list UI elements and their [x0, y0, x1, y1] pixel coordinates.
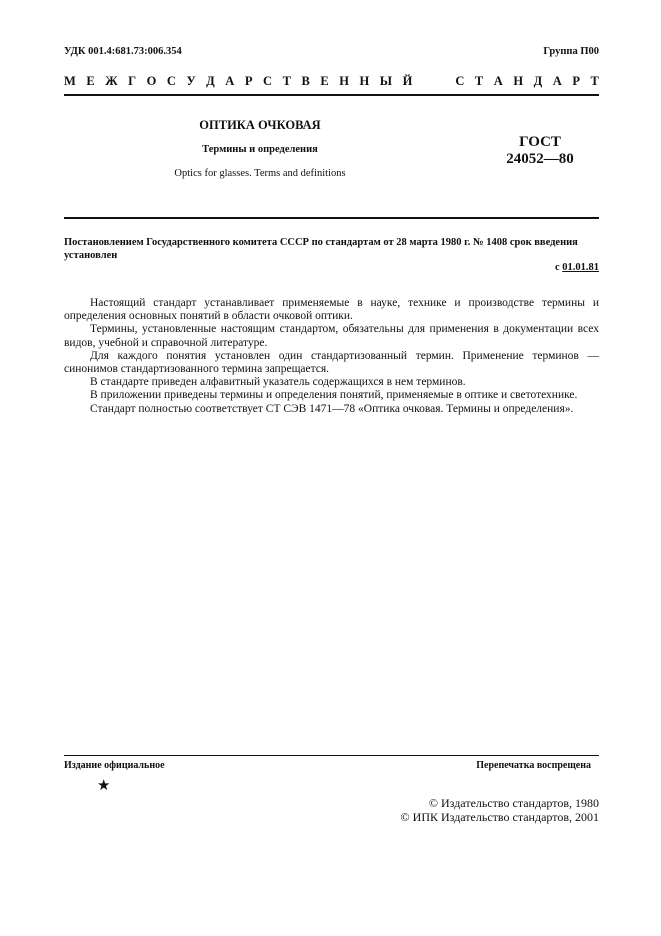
document-subtitle: Термины и определения: [202, 144, 318, 155]
banner-letter: Т: [282, 74, 291, 88]
banner-letter: Д: [533, 74, 543, 88]
banner-gap: [423, 74, 445, 94]
banner-letter: Н: [359, 74, 370, 88]
banner-letter: Е: [86, 74, 95, 88]
resolution-text: Постановлением Государственного комитета СССР по стандартам от 28 марта 1980 г. № 1408 срок введения установлен: [64, 237, 578, 261]
banner-letter: А: [552, 74, 562, 88]
banner-letter: Т: [474, 74, 484, 88]
copyright-line: © ИПК Издательство стандартов, 2001: [400, 810, 599, 824]
banner-letter: Д: [206, 74, 215, 88]
title-divider: [64, 217, 599, 219]
date-value: 01.01.81: [562, 262, 599, 273]
gost-designation: [490, 134, 590, 168]
effective-date: [555, 262, 599, 273]
banner-letter: Е: [320, 74, 329, 88]
star-icon: ★: [97, 778, 111, 794]
gost-number: 24052—80: [506, 151, 574, 167]
copyright-line: © Издательство стандартов, 1980: [428, 796, 599, 810]
banner-letter: Ы: [379, 74, 393, 88]
body-paragraph: Термины, установленные настоящим стандартом, обязательны для применения в документации всех видов, учебной и справочной литературе.: [64, 323, 599, 349]
body-paragraph: В приложении приведены термины и определения понятий, применяемые в оптике и светотехнике.: [90, 389, 578, 402]
banner-letter: А: [493, 74, 503, 88]
reprint-notice: Перепечатка воспрещена: [476, 760, 591, 771]
banner-letter: Т: [590, 74, 599, 88]
banner-letter: О: [146, 74, 157, 88]
banner-letter: Ж: [105, 74, 118, 88]
document-title: ОПТИКА ОЧКОВАЯ: [199, 118, 321, 132]
banner-letter: Г: [128, 74, 137, 88]
banner-letter: А: [225, 74, 235, 88]
banner-letter: С: [166, 74, 176, 88]
banner-letter: М: [64, 74, 76, 88]
date-prefix: с: [554, 262, 560, 273]
official-edition: Издание официальное: [64, 760, 165, 771]
english-title: Optics for glasses. Terms and definitions: [174, 168, 346, 179]
udk-code: УДК 001.4:681.73:006.354: [64, 46, 182, 57]
introduction-body: [64, 297, 599, 416]
banner-letter: Й: [402, 74, 413, 88]
banner-letter: С: [455, 74, 465, 88]
body-paragraph: Стандарт полностью соответствует СТ СЭВ 1471—78 «Оптика очковая. Термины и определения».: [90, 402, 574, 415]
footer-divider: [64, 755, 599, 756]
body-paragraph: Настоящий стандарт устанавливает применяемые в науке, технике и производстве термины и определения основных понятий в области очковой оптики.: [64, 297, 599, 323]
group-code: Группа П00: [543, 46, 599, 57]
banner-letter: Н: [339, 74, 349, 88]
banner-letter: Н: [513, 74, 524, 88]
banner-letter: Р: [244, 74, 253, 88]
gost-label: ГОСТ: [519, 134, 561, 150]
standard-banner: [64, 74, 599, 96]
banner-letter: В: [301, 74, 310, 88]
banner-letter: Р: [572, 74, 580, 88]
body-paragraph: В стандарте приведен алфавитный указатель содержащихся в нем терминов.: [90, 376, 466, 389]
body-paragraph: Для каждого понятия установлен один стандартизованный термин. Применение терминов — синонимов стандартизованного термина запрещается.: [64, 349, 599, 376]
banner-letter: С: [263, 74, 273, 88]
banner-letter: У: [186, 74, 196, 88]
